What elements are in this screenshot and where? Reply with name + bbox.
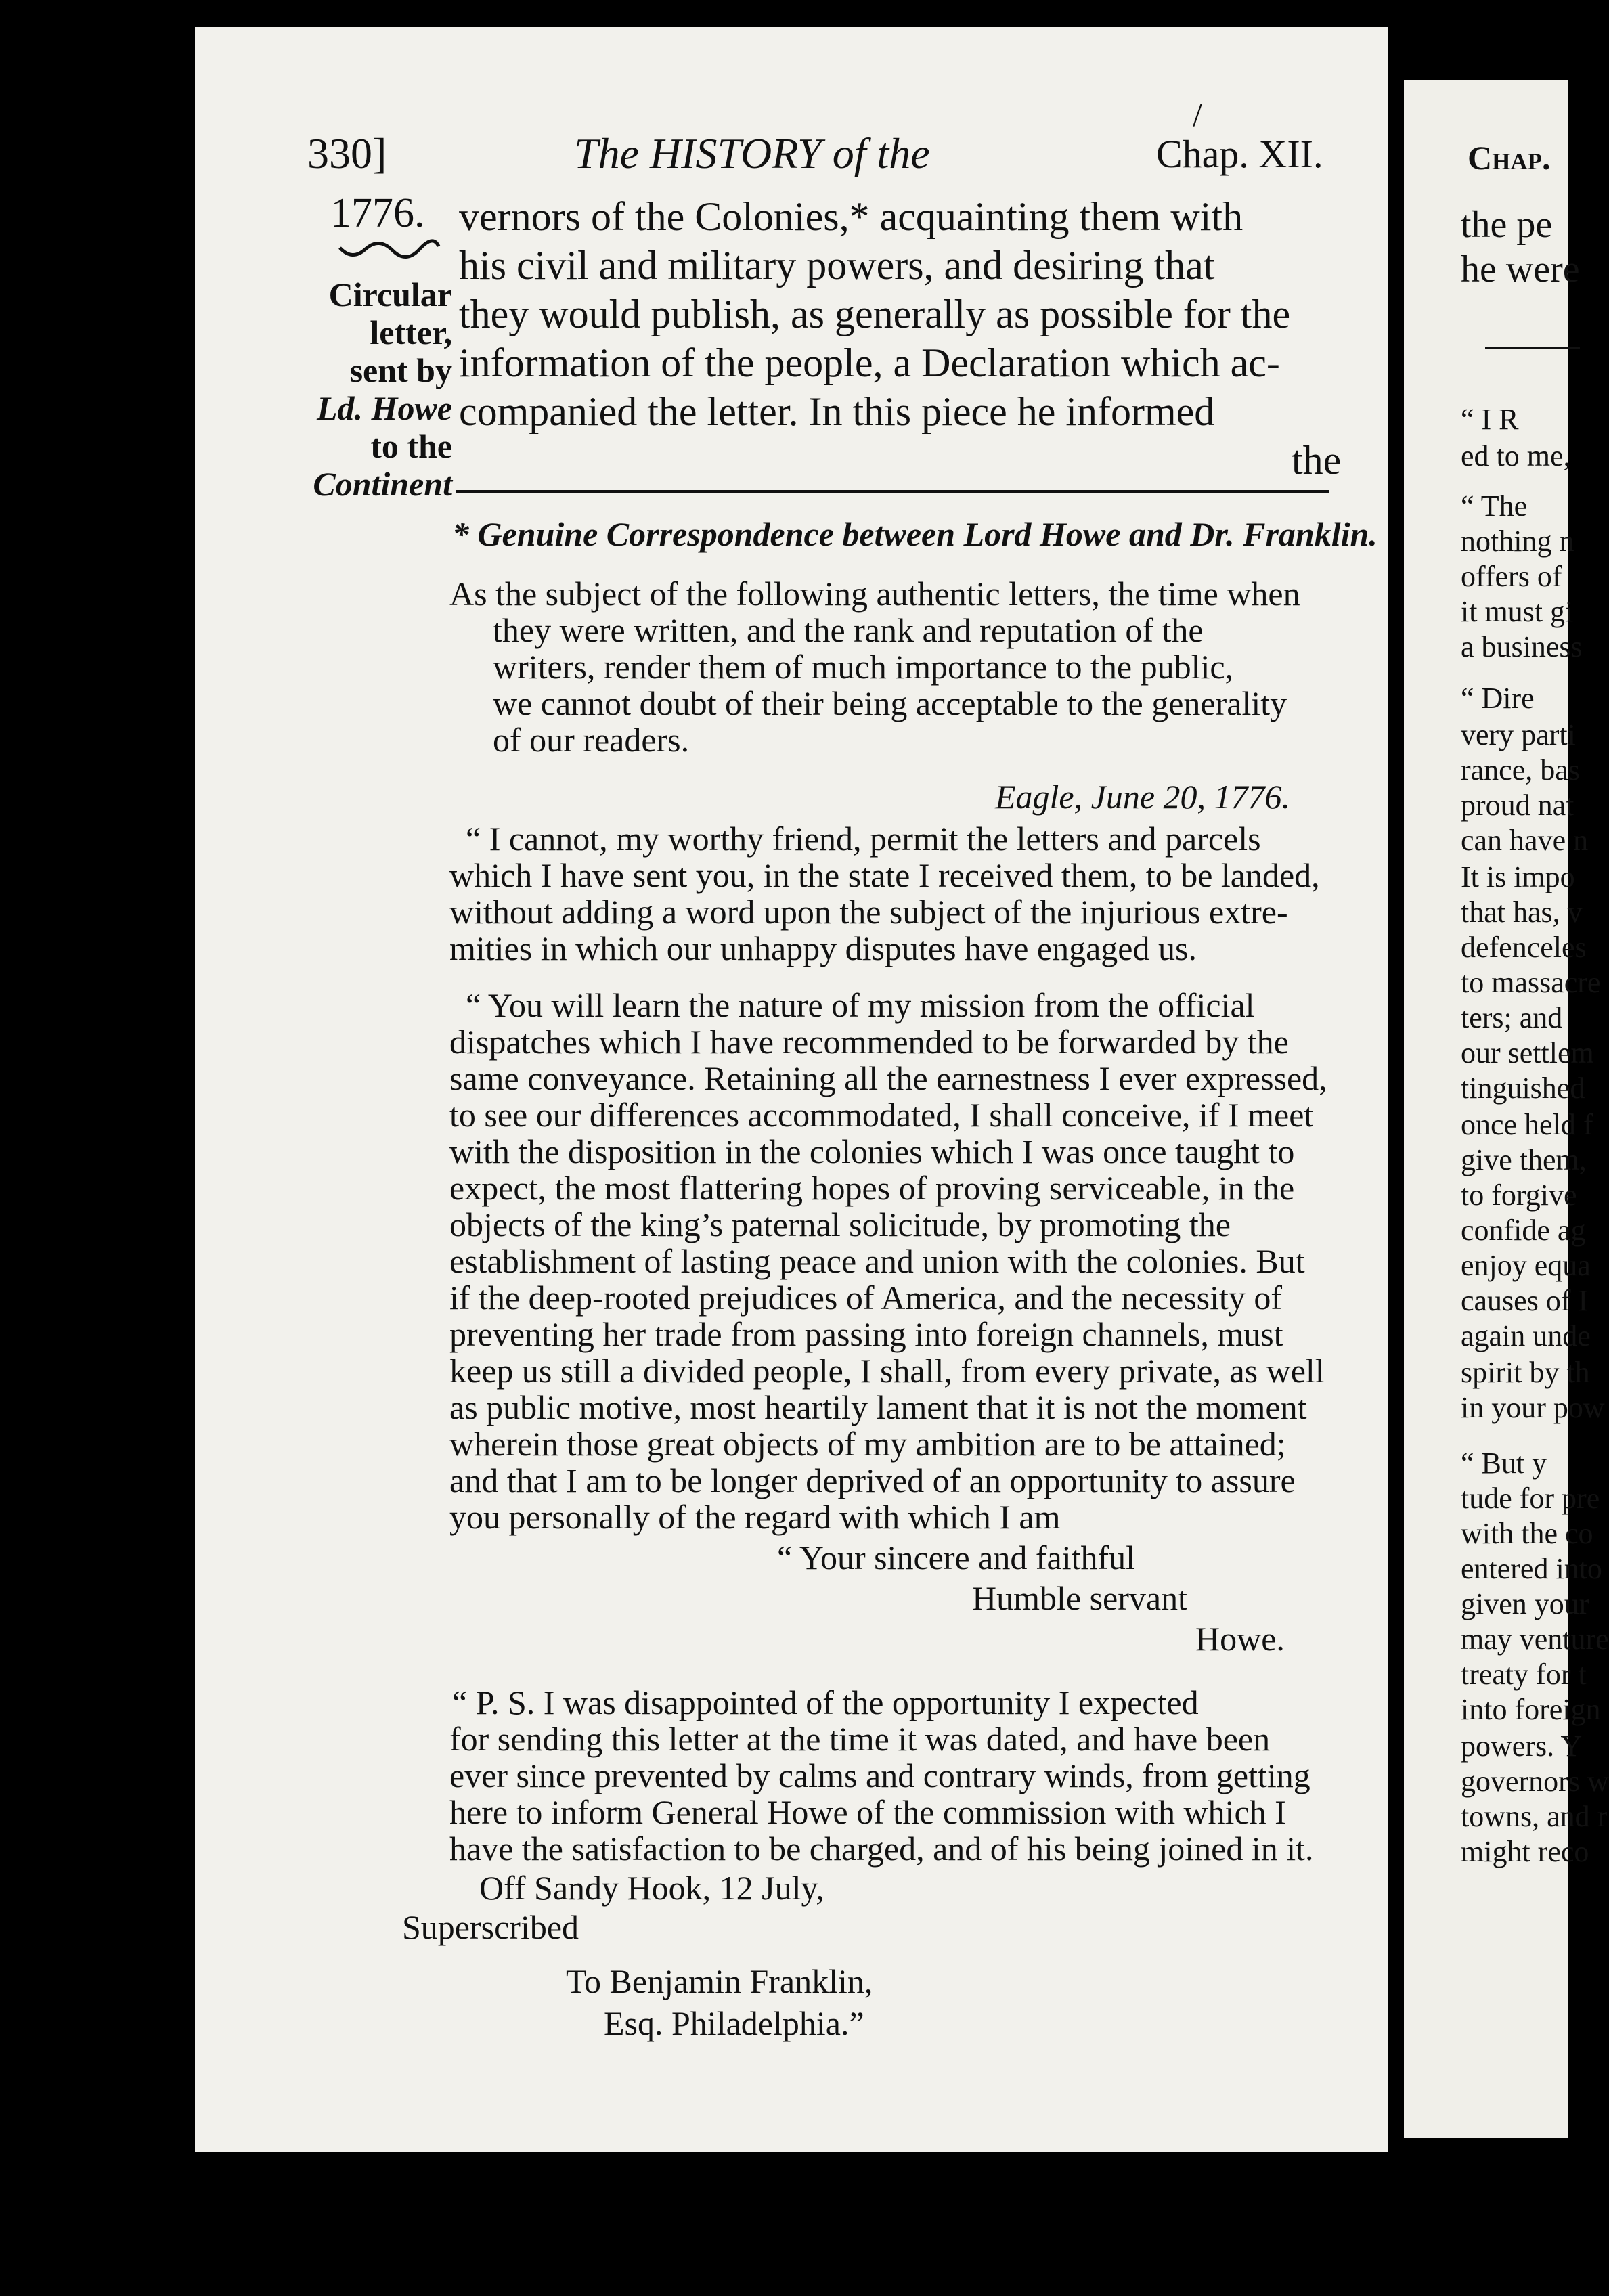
sidenote xyxy=(303,275,452,505)
chapter-heading: Chap. XII. xyxy=(1156,132,1323,176)
letter-line: dispatches which I have recommended to be forwarded by the xyxy=(449,1023,1289,1061)
postscript-line: for sending this letter at the time it was dated, and have been xyxy=(449,1720,1271,1758)
facing-line: enjoy equa xyxy=(1461,1249,1591,1282)
closing-line: “ Your sincere and faithful xyxy=(777,1539,1136,1576)
facing-line: ters; and xyxy=(1461,1001,1563,1034)
footnote-rule xyxy=(456,490,1329,493)
postscript-line: here to inform General Howe of the commission with which I xyxy=(449,1793,1286,1831)
facing-line: into foreign xyxy=(1461,1693,1601,1726)
postscript-line: ever since prevented by calms and contrary winds, from getting xyxy=(449,1757,1310,1794)
letter-line: wherein those great objects of my ambition are to be attained; xyxy=(449,1425,1286,1463)
facing-line: with the co xyxy=(1461,1517,1593,1550)
address-line: Esq. Philadelphia.” xyxy=(604,2004,864,2042)
main-text-line: information of the people, a Declaration which ac- xyxy=(459,340,1280,385)
sidenote-line: sent by xyxy=(349,351,452,389)
facing-line: ed to me, xyxy=(1461,439,1571,472)
postscript-line: have the satisfaction to be charged, and of his being joined in it. xyxy=(449,1830,1314,1868)
facing-line: to massacre xyxy=(1461,966,1601,999)
intro-line: of our readers. xyxy=(493,721,690,759)
letter-line: “ You will learn the nature of my mission from the official xyxy=(466,986,1255,1024)
facing-line: our settlem xyxy=(1461,1036,1594,1069)
facing-line: tinguished xyxy=(1461,1072,1585,1105)
sidenote-line: Ld. Howe xyxy=(317,389,452,427)
facing-line: might reco xyxy=(1461,1835,1589,1868)
facing-line: offers of xyxy=(1461,560,1562,593)
facing-line: again unde xyxy=(1461,1319,1591,1352)
letter-line: same conveyance. Retaining all the earnestness I ever expressed, xyxy=(449,1059,1327,1097)
facing-line: defenceles xyxy=(1461,931,1587,964)
place-date: Off Sandy Hook, 12 July, xyxy=(479,1869,824,1907)
letter-line: without adding a word upon the subject of the injurious extre- xyxy=(449,893,1288,931)
facing-line: “ I R xyxy=(1461,403,1519,436)
letter-line: preventing her trade from passing into foreign channels, must xyxy=(449,1315,1283,1353)
letter-line: as public motive, most heartily lament that it is not the moment xyxy=(449,1388,1307,1426)
facing-line: once held f xyxy=(1461,1108,1593,1141)
facing-line: very parti xyxy=(1461,718,1576,751)
main-text-line: vernors of the Colonies,* acquainting them with xyxy=(459,194,1243,239)
ornament-icon xyxy=(338,242,440,263)
superscribed: Superscribed xyxy=(402,1908,579,1946)
main-text-line: companied the letter. In this piece he informed xyxy=(459,389,1215,434)
facing-line: the pe xyxy=(1461,204,1553,246)
page-number: 330] xyxy=(307,129,387,177)
facing-line: he were xyxy=(1461,248,1580,290)
intro-line: writers, render them of much importance to the public, xyxy=(493,648,1234,686)
sidenote-line: Circular xyxy=(328,275,452,313)
facing-line: entered into xyxy=(1461,1552,1602,1585)
facing-line: rance, bas xyxy=(1461,753,1580,787)
intro-line: they were written, and the rank and reputation of the xyxy=(493,611,1204,649)
letter-line: keep us still a divided people, I shall, from every private, as well xyxy=(449,1352,1325,1390)
letter-line: establishment of lasting peace and union with the colonies. But xyxy=(449,1242,1305,1280)
facing-line: nothing n xyxy=(1461,525,1574,558)
footnote-title: * Genuine Correspondence between Lord Howe and Dr. Franklin. xyxy=(452,515,1377,553)
letter-line: if the deep-rooted prejudices of America, and the necessity of xyxy=(449,1279,1283,1317)
letter-line: with the disposition in the colonies which I was once taught to xyxy=(449,1132,1295,1170)
main-text-line: his civil and military powers, and desiring that xyxy=(459,243,1215,288)
facing-line: it must gi xyxy=(1461,595,1574,628)
facing-line: causes of I xyxy=(1461,1284,1589,1317)
letter-line: which I have sent you, in the state I received them, to be landed, xyxy=(449,856,1320,894)
postscript-line: “ P. S. I was disappointed of the opportunity I expected xyxy=(452,1683,1199,1721)
intro-line: we cannot doubt of their being acceptable to the generality xyxy=(493,684,1287,722)
facing-line: in your pow xyxy=(1461,1391,1605,1424)
letter-line: and that I am to be longer deprived of an opportunity to assure xyxy=(449,1461,1296,1499)
facing-line: powers. Y xyxy=(1461,1729,1583,1763)
running-head: The HISTORY of the xyxy=(574,129,930,177)
facing-line: tude for pre xyxy=(1461,1482,1600,1515)
facing-footnote-rule xyxy=(1485,347,1580,349)
facing-line: governors w xyxy=(1461,1765,1609,1798)
letter-line: “ I cannot, my worthy friend, permit the letters and parcels xyxy=(466,820,1261,858)
letter-line: objects of the king’s paternal solicitude, by promoting the xyxy=(449,1206,1231,1243)
letter-line: expect, the most flattering hopes of proving serviceable, in the xyxy=(449,1169,1295,1207)
facing-line: spirit by th xyxy=(1461,1356,1590,1389)
sidenote-line: to the xyxy=(370,427,452,465)
closing-line: Humble servant xyxy=(972,1579,1187,1617)
sidenote-line: Continent xyxy=(313,465,452,503)
address-line: To Benjamin Franklin, xyxy=(566,1962,873,2000)
signature-howe: Howe. xyxy=(1195,1620,1285,1658)
facing-line: a business xyxy=(1461,630,1583,663)
letter-line: to see our differences accommodated, I shall conceive, if I meet xyxy=(449,1096,1314,1134)
facing-chapter-head: Chap. xyxy=(1468,139,1551,177)
letter-line: mities in which our unhappy disputes have engaged us. xyxy=(449,929,1197,967)
facing-line: confide ag xyxy=(1461,1214,1586,1247)
facing-line: treaty for t xyxy=(1461,1658,1587,1691)
facing-line: It is impo xyxy=(1461,860,1575,893)
intro-line: As the subject of the following authentic letters, the time when xyxy=(449,575,1300,613)
book-page-left xyxy=(195,27,1388,2152)
facing-line: proud nat xyxy=(1461,789,1574,822)
facing-line: may venture xyxy=(1461,1622,1609,1656)
facing-line: given your xyxy=(1461,1587,1589,1620)
facing-line: “ The xyxy=(1461,489,1528,523)
facing-line: “ Dire xyxy=(1461,682,1535,715)
signature-mark: / xyxy=(1193,95,1202,133)
facing-line: can have n xyxy=(1461,824,1589,857)
dateline: Eagle, June 20, 1776. xyxy=(995,778,1291,816)
facing-line: to forgive xyxy=(1461,1178,1577,1212)
sidenote-line: letter, xyxy=(370,313,452,351)
facing-line: towns, and r xyxy=(1461,1800,1608,1833)
year-marginal: 1776. xyxy=(330,190,425,236)
main-text-line: the xyxy=(1292,438,1342,483)
facing-line: that has, v xyxy=(1461,896,1583,929)
letter-line: you personally of the regard with which I am xyxy=(449,1498,1061,1536)
main-text-line: they would publish, as generally as possible for the xyxy=(459,292,1291,336)
book-page-right xyxy=(1404,80,1609,2138)
facing-line: “ But y xyxy=(1461,1447,1547,1480)
facing-line: give them, xyxy=(1461,1143,1587,1176)
